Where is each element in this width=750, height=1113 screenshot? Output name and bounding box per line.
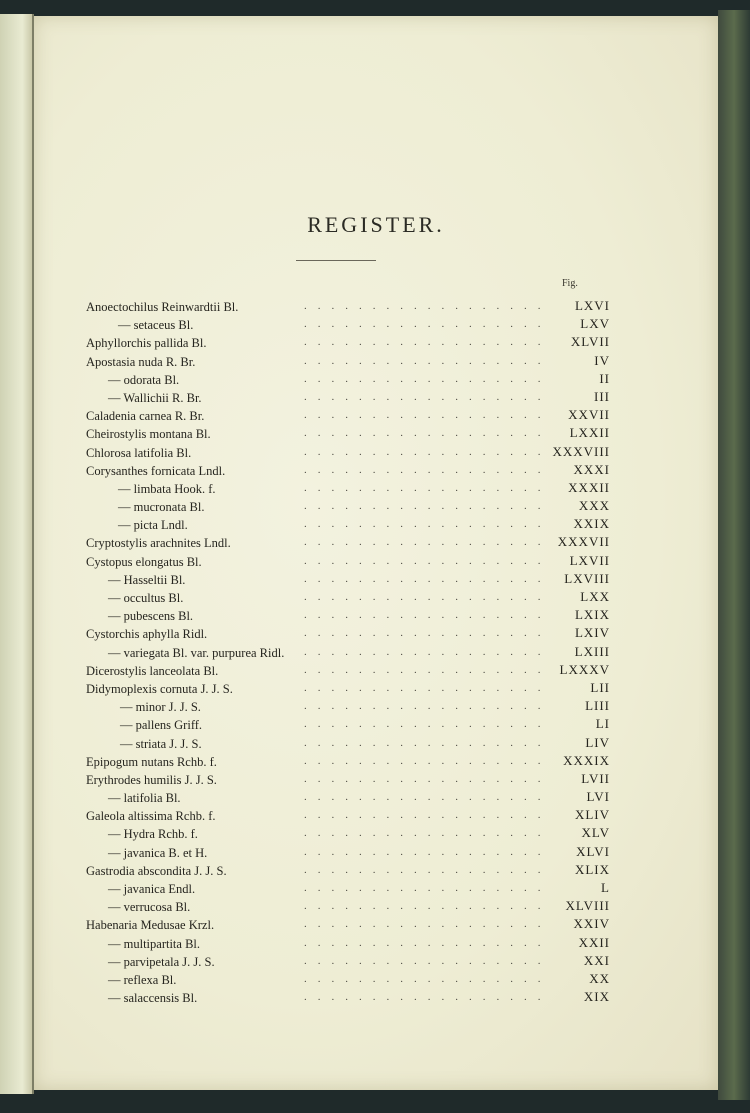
register-row bbox=[34, 716, 718, 734]
entry-name: — pubescens Bl. bbox=[108, 609, 194, 624]
entry-name: — limbata Hook. f. bbox=[118, 481, 216, 496]
register-row bbox=[34, 680, 718, 698]
leader-dots: .................. bbox=[304, 991, 552, 1004]
entry-name: — parvipetala J. J. S. bbox=[108, 954, 215, 969]
entry-name: — javanica Endl. bbox=[108, 882, 196, 896]
entry-name: Epipogum nutans Rchb. f. bbox=[86, 754, 217, 769]
entry-figure-number: LIV bbox=[585, 734, 610, 750]
entry-name: Corysanthes fornicata Lndl. bbox=[86, 463, 226, 478]
entry-name: Galeola altissima Rchb. f. bbox=[86, 809, 216, 824]
register-row bbox=[34, 862, 718, 880]
entry-name: — Hydra Rchb. f. bbox=[108, 827, 198, 842]
register-row bbox=[34, 498, 718, 516]
entry-figure-number: LI bbox=[595, 716, 610, 732]
entry-name: Aphyllorchis pallida Bl. bbox=[86, 336, 207, 351]
entry-figure-number: LXXII bbox=[569, 425, 610, 441]
entry-figure-number: XXX bbox=[578, 498, 610, 514]
entry-figure-number: LXV bbox=[580, 316, 610, 332]
register-row bbox=[34, 735, 718, 753]
entry-name: Erythrodes humilis J. J. S. bbox=[86, 772, 217, 787]
book-cover-edge bbox=[718, 10, 750, 1100]
leader-dots: .................. bbox=[304, 481, 552, 494]
entry-name: Cryptostylis arachnites Lndl. bbox=[86, 536, 231, 551]
leader-dots: .................. bbox=[304, 518, 552, 531]
entry-figure-number: LVI bbox=[586, 789, 610, 805]
entry-name: Dicerostylis lanceolata Bl. bbox=[86, 663, 219, 678]
entry-figure-number: LXXXV bbox=[559, 661, 610, 677]
entry-figure-number: LXIX bbox=[574, 607, 610, 623]
entry-figure-number: XXIV bbox=[573, 916, 610, 932]
leader-dots: .................. bbox=[304, 772, 552, 785]
entry-name: Cystopus elongatus Bl. bbox=[86, 554, 202, 569]
leader-dots: .................. bbox=[304, 463, 552, 476]
leader-dots: .................. bbox=[304, 627, 552, 640]
entry-figure-number: XLVII bbox=[570, 334, 610, 350]
register-row bbox=[34, 880, 718, 898]
title-rule bbox=[296, 260, 376, 261]
leader-dots: .................. bbox=[304, 409, 552, 422]
facing-page-edge bbox=[0, 14, 34, 1094]
entry-name: — variegata Bl. var. purpurea Ridl. bbox=[108, 645, 285, 660]
leader-dots: .................. bbox=[304, 427, 552, 440]
entry-figure-number: LXIV bbox=[574, 625, 610, 641]
entry-figure-number: XLV bbox=[581, 825, 610, 841]
entry-name: Anoectochilus Reinwardtii Bl. bbox=[86, 300, 239, 314]
register-row bbox=[34, 698, 718, 716]
register-row bbox=[34, 316, 718, 334]
entry-name: — latifolia Bl. bbox=[108, 791, 181, 806]
entry-name: — Wallichii R. Br. bbox=[108, 390, 202, 405]
entry-figure-number: XXXII bbox=[568, 479, 610, 495]
register-row bbox=[34, 644, 718, 662]
entry-figure-number: L bbox=[601, 880, 610, 895]
entry-name: — salaccensis Bl. bbox=[108, 991, 198, 1006]
entry-name: Cheirostylis montana Bl. bbox=[86, 427, 211, 442]
entry-name: — Hasseltii Bl. bbox=[108, 572, 186, 587]
leader-dots: .................. bbox=[304, 845, 552, 858]
register-row bbox=[34, 516, 718, 534]
register-row bbox=[34, 371, 718, 389]
register-row bbox=[34, 898, 718, 916]
leader-dots: .................. bbox=[304, 372, 552, 385]
entry-figure-number: LXVIII bbox=[564, 570, 610, 586]
register-row bbox=[34, 389, 718, 407]
entry-figure-number: LII bbox=[590, 679, 610, 695]
leader-dots: .................. bbox=[304, 791, 552, 804]
register-row bbox=[34, 353, 718, 371]
entry-figure-number: LVII bbox=[581, 770, 610, 786]
leader-dots: .................. bbox=[304, 318, 552, 331]
register-row bbox=[34, 935, 718, 953]
leader-dots: .................. bbox=[304, 390, 552, 403]
register-row bbox=[34, 607, 718, 625]
register-entries bbox=[34, 298, 718, 1007]
register-row bbox=[34, 953, 718, 971]
entry-name: Cystorchis aphylla Ridl. bbox=[86, 627, 208, 642]
leader-dots: .................. bbox=[304, 900, 552, 913]
entry-figure-number: XLVIII bbox=[565, 898, 610, 914]
entry-name: — striata J. J. S. bbox=[120, 736, 202, 751]
register-row bbox=[34, 789, 718, 807]
register-row bbox=[34, 807, 718, 825]
entry-name: — multipartita Bl. bbox=[108, 936, 201, 951]
register-row bbox=[34, 989, 718, 1007]
entry-figure-number: XXVII bbox=[568, 407, 610, 423]
leader-dots: .................. bbox=[304, 827, 552, 840]
entry-name: — verrucosa Bl. bbox=[108, 900, 191, 915]
register-row bbox=[34, 753, 718, 771]
leader-dots: .................. bbox=[304, 936, 552, 949]
register-row bbox=[34, 844, 718, 862]
entry-name: — javanica B. et H. bbox=[108, 845, 208, 860]
entry-figure-number: LXVI bbox=[574, 298, 610, 313]
entry-name: — mucronata Bl. bbox=[118, 500, 205, 515]
entry-name: — setaceus Bl. bbox=[118, 318, 194, 333]
entry-name: — reflexa Bl. bbox=[108, 972, 177, 987]
leader-dots: .................. bbox=[304, 954, 552, 967]
register-row bbox=[34, 662, 718, 680]
entry-figure-number: IV bbox=[594, 352, 610, 368]
register-row bbox=[34, 825, 718, 843]
entry-name: Didymoplexis cornuta J. J. S. bbox=[86, 681, 233, 696]
entry-name: Habenaria Medusae Krzl. bbox=[86, 918, 215, 933]
leader-dots: .................. bbox=[304, 882, 552, 894]
entry-figure-number: XIX bbox=[583, 989, 610, 1005]
entry-name: — picta Lndl. bbox=[118, 518, 188, 533]
entry-figure-number: XLVI bbox=[576, 843, 610, 859]
register-row bbox=[34, 534, 718, 552]
register-row bbox=[34, 298, 718, 316]
register-row bbox=[34, 407, 718, 425]
entry-name: — odorata Bl. bbox=[108, 372, 180, 387]
leader-dots: .................. bbox=[304, 918, 552, 931]
entry-figure-number: XX bbox=[589, 970, 610, 986]
entry-figure-number: XLIX bbox=[574, 861, 610, 877]
leader-dots: .................. bbox=[304, 300, 552, 312]
leader-dots: .................. bbox=[304, 445, 552, 458]
leader-dots: .................. bbox=[304, 645, 552, 658]
register-row bbox=[34, 571, 718, 589]
leader-dots: .................. bbox=[304, 809, 552, 822]
register-row bbox=[34, 625, 718, 643]
leader-dots: .................. bbox=[304, 536, 552, 549]
leader-dots: .................. bbox=[304, 700, 552, 713]
register-row bbox=[34, 771, 718, 789]
page-title: REGISTER. bbox=[307, 212, 445, 237]
leader-dots: .................. bbox=[304, 863, 552, 876]
entry-name: Chlorosa latifolia Bl. bbox=[86, 445, 192, 460]
entry-figure-number: XXI bbox=[583, 952, 610, 968]
register-row bbox=[34, 462, 718, 480]
entry-figure-number: XXII bbox=[578, 934, 610, 950]
entry-name: Gastrodia abscondita J. J. S. bbox=[86, 863, 227, 878]
leader-dots: .................. bbox=[304, 681, 552, 694]
entry-name: — minor J. J. S. bbox=[120, 700, 201, 715]
entry-figure-number: III bbox=[594, 388, 610, 404]
register-row bbox=[34, 971, 718, 989]
entry-figure-number: II bbox=[599, 370, 610, 386]
entry-figure-number: XLIV bbox=[574, 807, 610, 823]
leader-dots: .................. bbox=[304, 554, 552, 567]
entry-figure-number: XXIX bbox=[573, 516, 610, 532]
leader-dots: .................. bbox=[304, 500, 552, 513]
register-row bbox=[34, 444, 718, 462]
entry-figure-number: XXXVIII bbox=[552, 443, 610, 459]
register-row bbox=[34, 334, 718, 352]
leader-dots: .................. bbox=[304, 736, 552, 749]
leader-dots: .................. bbox=[304, 663, 552, 676]
leader-dots: .................. bbox=[304, 572, 552, 585]
register-row bbox=[34, 589, 718, 607]
leader-dots: .................. bbox=[304, 591, 552, 603]
leader-dots: .................. bbox=[304, 354, 552, 367]
register-row bbox=[34, 425, 718, 443]
entry-figure-number: XXXVII bbox=[557, 534, 610, 550]
register-page bbox=[34, 16, 718, 1090]
register-row bbox=[34, 480, 718, 498]
leader-dots: .................. bbox=[304, 336, 552, 349]
entry-name: Apostasia nuda R. Br. bbox=[86, 354, 196, 369]
entry-figure-number: LIII bbox=[585, 698, 610, 714]
fig-column-header: Fig. bbox=[562, 278, 578, 289]
leader-dots: .................. bbox=[304, 754, 552, 767]
entry-figure-number: LXVII bbox=[569, 552, 610, 568]
leader-dots: .................. bbox=[304, 609, 552, 622]
entry-figure-number: XXXIX bbox=[563, 752, 610, 768]
entry-figure-number: XXXI bbox=[573, 461, 610, 477]
entry-name: — occultus Bl. bbox=[108, 591, 184, 605]
entry-figure-number: LXX bbox=[580, 589, 610, 604]
leader-dots: .................. bbox=[304, 972, 552, 985]
register-row bbox=[34, 916, 718, 934]
leader-dots: .................. bbox=[304, 718, 552, 731]
entry-name: Caladenia carnea R. Br. bbox=[86, 409, 205, 424]
register-row bbox=[34, 553, 718, 571]
entry-name: — pallens Griff. bbox=[120, 718, 203, 733]
entry-figure-number: LXIII bbox=[574, 643, 610, 659]
